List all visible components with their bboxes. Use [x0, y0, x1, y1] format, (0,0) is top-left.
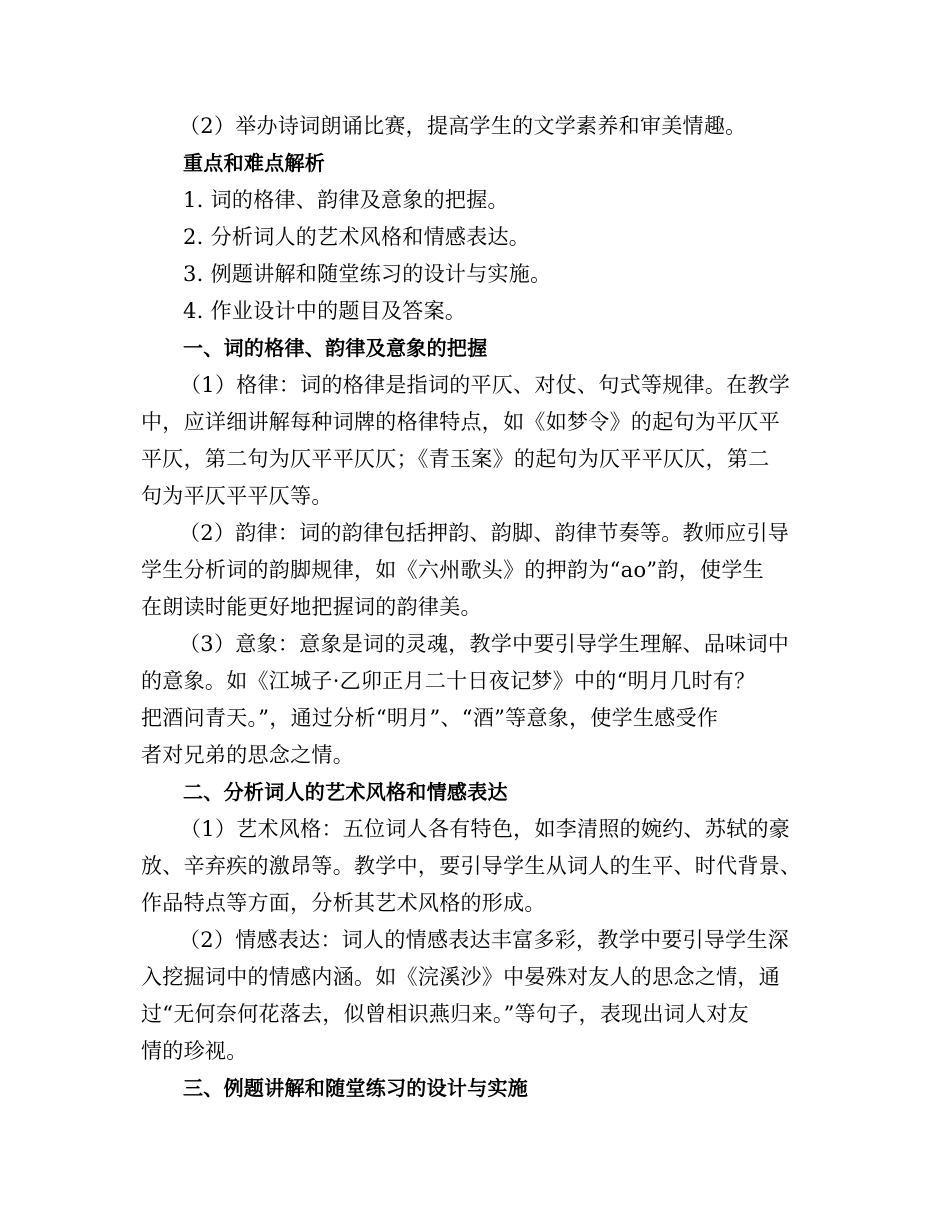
paragraph-line: 的意象。如《江城子·乙卯正月二十日夜记梦》中的“明月几时有？: [141, 669, 756, 693]
paragraph-line: 者对兄弟的思念之情。: [141, 743, 354, 767]
paragraph-line: 平仄，第二句为仄平平仄仄；《青玉案》的起句为仄平平仄仄，第二: [141, 447, 770, 471]
paragraph-line: 入挖掘词中的情感内涵。如《浣溪沙》中晏殊对友人的思念之情，通: [141, 965, 780, 989]
paragraph-line: 把酒问青天。”，通过分析“明月”、“酒”等意象，使学生感受作: [141, 706, 719, 730]
paragraph-line: （3）意象：意象是词的灵魂，教学中要引导学生理解、品味词中: [179, 632, 790, 656]
paragraph-line: （2）韵律：词的韵律包括押韵、韵脚、韵律节奏等。教师应引导: [179, 521, 790, 545]
section-heading: 二、分析词人的艺术风格和情感表达: [183, 780, 508, 804]
paragraph-line: 句为平仄平平仄等。: [141, 484, 333, 508]
paragraph-line: （1）格律：词的格律是指词的平仄、对仗、句式等规律。在教学: [180, 373, 791, 397]
paragraph-line: （1）艺术风格：五位词人各有特色，如李清照的婉约、苏轼的豪: [180, 817, 791, 841]
paragraph-line: 作品特点等方面，分析其艺术风格的形成。: [141, 891, 546, 915]
paragraph-line: 情的珍视。: [141, 1039, 248, 1063]
paragraph-line: 过“无何奈何花落去，似曾相识燕归来。”等句子，表现出词人对友: [141, 1002, 749, 1026]
paragraph-line: 中，应详细讲解每种词牌的格律特点，如《如梦令》的起句为平仄平: [141, 410, 780, 434]
document-page: [141, 108, 809, 1107]
list-item: 3. 例题讲解和随堂练习的设计与实施。: [183, 262, 552, 286]
list-item: 4. 作业设计中的题目及答案。: [183, 299, 467, 323]
paragraph-line: 在朗读时能更好地把握词的韵律美。: [141, 595, 482, 619]
list-item: 2. 分析词人的艺术风格和情感表达。: [183, 225, 531, 249]
list-item: 1. 词的格律、韵律及意象的把握。: [183, 188, 509, 212]
paragraph-line: （2）情感表达：词人的情感表达丰富多彩，教学中要引导学生深: [179, 928, 790, 952]
section-heading: 重点和难点解析: [183, 151, 326, 175]
section-heading: 一、词的格律、韵律及意象的把握: [183, 336, 488, 360]
paragraph-line: （2）举办诗词朗诵比赛，提高学生的文学素养和审美情趣。: [179, 114, 747, 138]
paragraph-line: 学生分析词的韵脚规律，如《六州歌头》的押韵为“ao”韵，使学生: [141, 558, 764, 582]
paragraph-line: 放、辛弃疾的激昂等。教学中，要引导学生从词人的生平、时代背景、: [141, 854, 802, 878]
section-heading: 三、例题讲解和随堂练习的设计与实施: [183, 1076, 529, 1100]
